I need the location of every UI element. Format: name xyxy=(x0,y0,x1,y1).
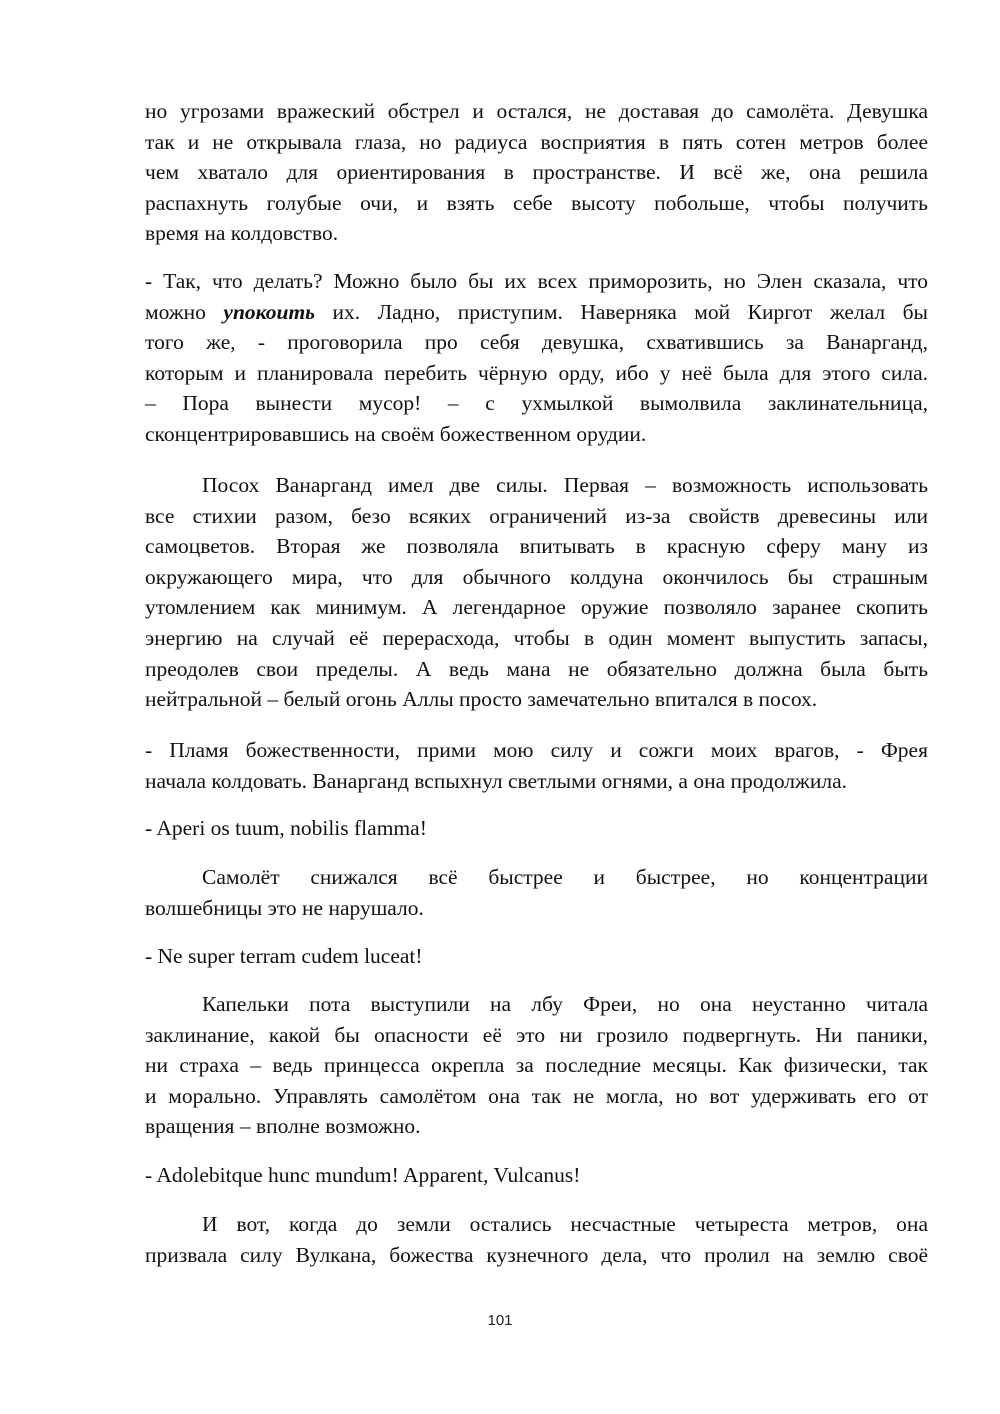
text-line: того же, - проговорила про себя девушка, схватившись за Ванарганд, xyxy=(145,330,928,355)
emphasized-word: упокоить xyxy=(223,299,315,324)
text-line: вращения – вполне возможно. xyxy=(145,1114,421,1139)
text-line: самоцветов. Вторая же позволяла впитывать в красную сферу ману из xyxy=(145,534,928,559)
text-line: - Так, что делать? Можно было бы их всех приморозить, но Элен сказала, что xyxy=(145,269,928,293)
text-line: И вот, когда до земли остались несчастные четыреста метров, она xyxy=(202,1212,928,1236)
text-line: Посох Ванарганд имел две силы. Первая – возможность использовать xyxy=(202,473,928,497)
text-line: чем хватало для ориентирования в пространстве. И всё же, она решила xyxy=(145,160,928,185)
text-line: - Ne super terram cudem luceat! xyxy=(145,944,423,968)
text-line: - Пламя божественности, прими мою силу и сожги моих врагов, - Фрея xyxy=(145,738,928,762)
text-line: которым и планировала перебить чёрную орду, ибо у неё была для этого сила. xyxy=(145,360,928,385)
text-line: заклинание, какой бы опасности её это ни грозило подвергнуть. Ни паники, xyxy=(145,1022,928,1047)
text-line: время на колдовство. xyxy=(145,221,339,246)
text-line: энергию на случай её перерасхода, чтобы в один момент выпустить запасы, xyxy=(145,625,928,650)
text-line: – Пора вынести мусор! – с ухмылкой вымолвила заклинательница, xyxy=(145,391,928,416)
text-line: и морально. Управлять самолётом она так не могла, но вот удерживать его от xyxy=(145,1083,928,1108)
page-number: 101 xyxy=(487,1312,513,1329)
text-line: призвала силу Вулкана, божества кузнечного дела, что пролил на землю своё xyxy=(145,1242,928,1267)
text-line: - Adolebitque hunc mundum! Apparent, Vulcanus! xyxy=(145,1163,581,1187)
text-line: - Aperi os tuum, nobilis flamma! xyxy=(145,816,427,840)
text-line: нейтральной – белый огонь Аллы просто замечательно впитался в посох. xyxy=(145,687,818,712)
text-line: все стихии разом, безо всяких ограничений из-за свойств древесины или xyxy=(145,503,928,528)
text-line: Капельки пота выступили на лбу Фреи, но она неустанно читала xyxy=(202,992,928,1016)
text-line: преодолев свои пределы. А ведь мана не обязательно должна была быть xyxy=(145,656,928,681)
paragraph xyxy=(145,735,928,796)
paragraph xyxy=(145,862,928,923)
text-line: волшебницы это не нарушало. xyxy=(145,895,424,920)
text-line xyxy=(145,297,928,328)
paragraph xyxy=(145,941,928,972)
text-fragment: можно xyxy=(145,299,224,324)
text-line: но угрозами вражеский обстрел и остался, не доставая до самолёта. Девушка xyxy=(145,99,928,123)
text-line: ни страха – ведь принцесса окрепла за последние месяцы. Как физически, так xyxy=(145,1053,928,1078)
text-line: утомлением как минимум. А легендарное оружие позволяло заранее скопить xyxy=(145,595,928,620)
text-line: Самолёт снижался всё быстрее и быстрее, но концентрации xyxy=(202,865,928,889)
paragraph xyxy=(145,96,928,249)
paragraph xyxy=(145,813,928,844)
paragraph xyxy=(145,989,928,1142)
paragraph xyxy=(145,1209,928,1270)
text-line: начала колдовать. Ванарганд вспыхнул светлыми огнями, а она продолжила. xyxy=(145,768,848,793)
text-line: окружающего мира, что для обычного колдуна окончилось бы страшным xyxy=(145,564,928,589)
text-line: так и не открывала глаза, но радиуса восприятия в пять сотен метров более xyxy=(145,129,928,154)
text-line: сконцентрировавшись на своём божественном орудии. xyxy=(145,421,647,446)
paragraph xyxy=(145,470,928,715)
paragraph xyxy=(145,1160,928,1191)
text-line: распахнуть голубые очи, и взять себе высоту побольше, чтобы получить xyxy=(145,190,928,215)
paragraph xyxy=(145,266,928,450)
text-fragment: их. Ладно, приступим. Наверняка мой Киргот желал бы xyxy=(315,299,928,324)
